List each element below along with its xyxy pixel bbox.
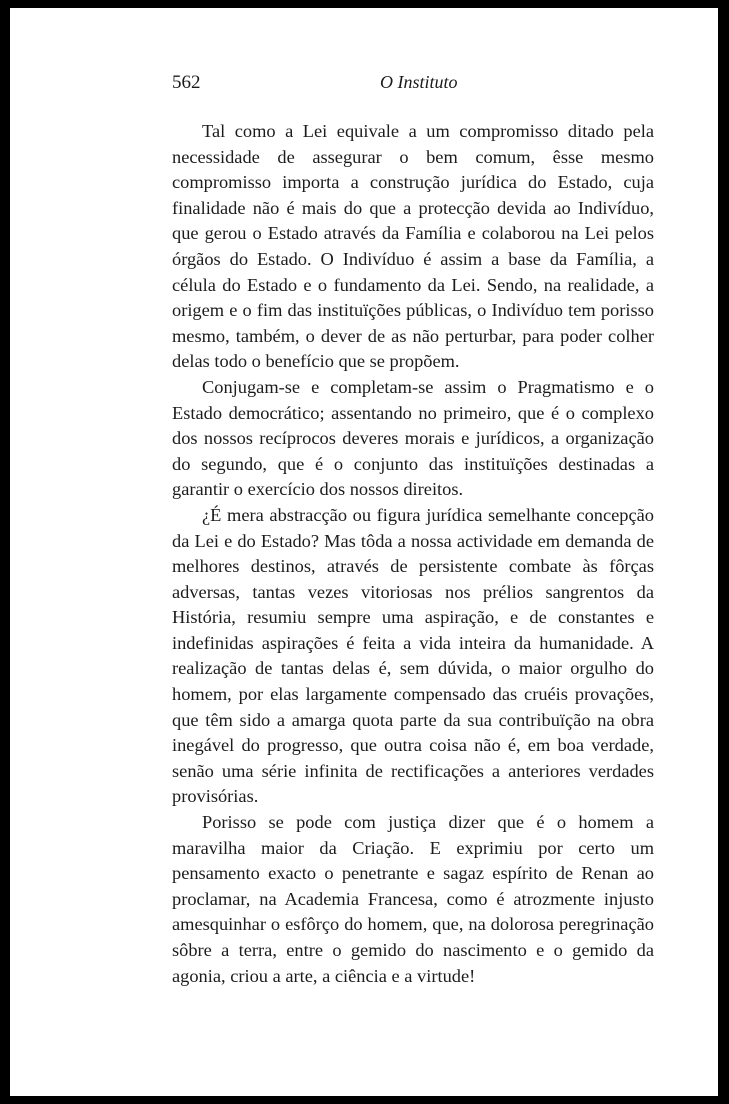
paragraph: Tal como a Lei equivale a um compromisso ditado pela necessidade de assegurar o bem comum, êsse mesmo compromisso importa a construção jurídica do Estado, cuja finalidade não é mais do que a protecção devida ao Indivíduo, que gerou o Estado através da Família e colaborou na Lei pelos órgãos do Estado. O Indivíduo é assim a base da Família, a célula do Estado e o fundamento da Lei. Sendo, na realidade, a origem e o fim das instituïções públicas, o Indivíduo tem porisso mesmo, também, o dever de as não perturbar, para poder colher delas todo o benefício que se propõem. [172,121,654,372]
page-number: 562 [172,72,201,93]
running-title: O Instituto [380,72,458,92]
paragraph: ¿É mera abstracção ou figura jurídica semelhante concepção da Lei e do Estado? Mas tôda a nossa actividade em demanda de melhores destinos, através de persistente combate às fôrças adversas, tantas vezes vitoriosas nos prélios sangrentos da História, resumiu sempre uma aspiração, e de constantes e indefinidas aspirações é feita a vida inteira da humanidade. A realização de tantas delas é, sem dúvida, o maior orgulho do homem, por elas largamente compensado das cruéis provações, que têm sido a amarga quota parte da sua contribuïção na obra inegável do progresso, que outra coisa não é, em boa verdade, senão uma série infinita de rectificações a anteriores verdades provisórias. [172,504,654,807]
book-page [10,8,718,1096]
body-text [172,119,654,989]
paragraph: Conjugam-se e completam-se assim o Pragmatismo e o Estado democrático; assentando no primeiro, que é o complexo dos nossos recíprocos deveres morais e jurídicos, a organização do segundo, que é o conjunto das instituïções destinadas a garantir o exercício dos nossos direitos. [172,376,654,500]
paragraph: Porisso se pode com justiça dizer que é o homem a maravilha maior da Criação. E exprimiu por certo um pensamento exacto o penetrante e sagaz espírito de Renan ao proclamar, na Academia Francesa, como é atrozmente injusto amesquinhar o esfôrço do homem, que, na dolorosa peregrinação sôbre a terra, entre o gemido do nascimento e o gemido da agonia, criou a arte, a ciência e a virtude! [172,812,654,986]
page-header [172,72,652,102]
